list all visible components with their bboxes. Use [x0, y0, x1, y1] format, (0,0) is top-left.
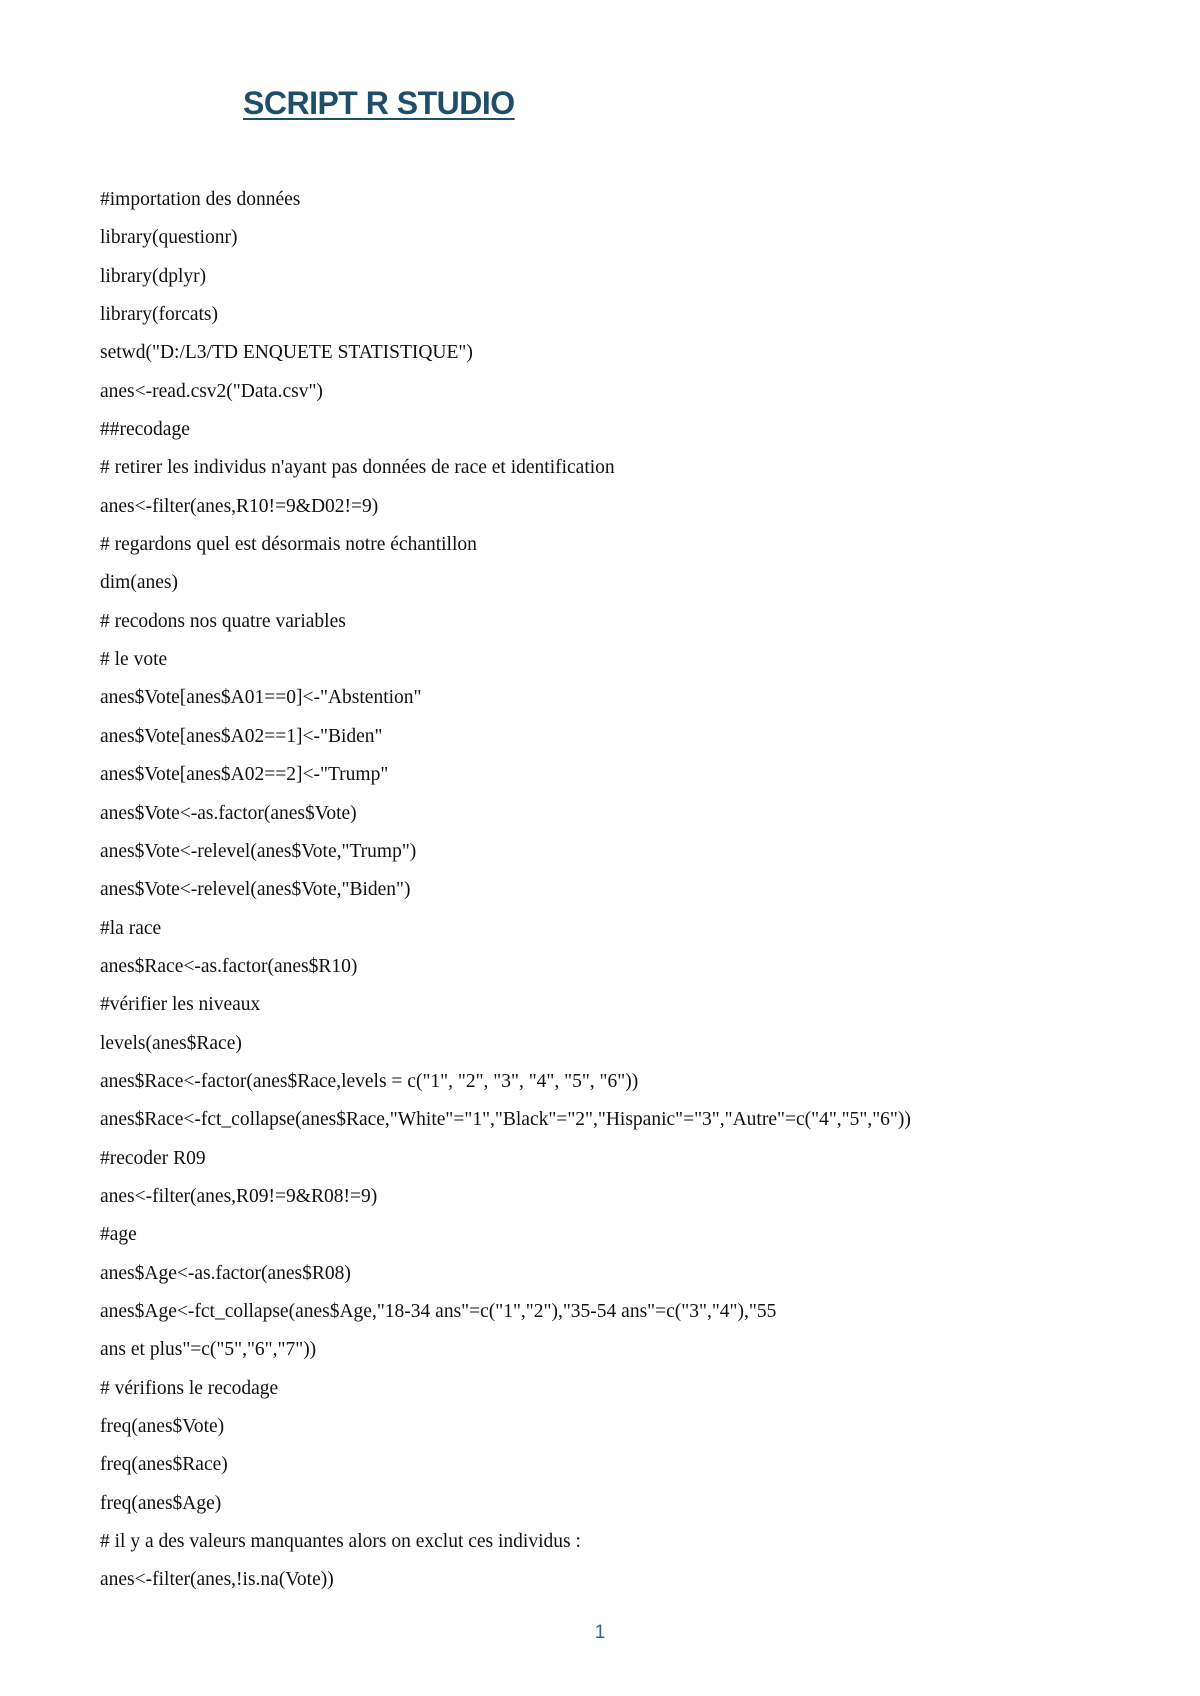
script-line: anes<-filter(anes,R09!=9&R08!=9)	[100, 1185, 378, 1207]
script-line: anes<-read.csv2("Data.csv")	[100, 380, 323, 402]
script-line: setwd("D:/L3/TD ENQUETE STATISTIQUE")	[100, 342, 473, 364]
script-line: anes$Vote<-relevel(anes$Vote,"Trump")	[100, 840, 417, 862]
script-line: # le vote	[100, 649, 168, 671]
script-line: anes$Race<-fct_collapse(anes$Race,"White"="1","Black"="2","Hispanic"="3","Autre"=c("4","5","6"))	[100, 1109, 911, 1131]
script-line: dim(anes)	[100, 572, 178, 594]
script-line: #vérifier les niveaux	[100, 994, 261, 1016]
page-title: SCRIPT R STUDIO	[243, 85, 515, 121]
script-line: library(questionr)	[100, 227, 238, 249]
script-line: freq(anes$Race)	[100, 1454, 228, 1476]
script-line: anes$Vote[anes$A02==2]<-"Trump"	[100, 764, 389, 786]
script-line: anes$Race<-as.factor(anes$R10)	[100, 955, 358, 977]
script-line: anes$Vote[anes$A02==1]<-"Biden"	[100, 725, 383, 747]
script-line: # retirer les individus n'ayant pas données de race et identification	[100, 457, 615, 479]
script-line: freq(anes$Vote)	[100, 1416, 225, 1437]
script-line: #importation des données	[100, 189, 301, 210]
script-line: anes$Age<-as.factor(anes$R08)	[100, 1262, 351, 1284]
script-body	[100, 181, 911, 1600]
script-line: # vérifions le recodage	[100, 1377, 279, 1399]
script-line: # il y a des valeurs manquantes alors on exclut ces individus :	[100, 1531, 581, 1553]
script-line: ans et plus"=c("5","6","7"))	[100, 1339, 317, 1361]
page-number: 1	[594, 1622, 606, 1643]
script-line: levels(anes$Race)	[100, 1032, 242, 1054]
script-line: library(forcats)	[100, 304, 219, 326]
script-line: # regardons quel est désormais notre échantillon	[100, 534, 477, 556]
script-line: #recoder R09	[100, 1147, 206, 1169]
script-line: library(dplyr)	[100, 265, 207, 287]
script-line: anes$Vote<-as.factor(anes$Vote)	[100, 802, 357, 824]
script-line: #age	[100, 1224, 137, 1246]
script-line: ##recodage	[100, 419, 190, 441]
script-line: anes$Vote[anes$A01==0]<-"Abstention"	[100, 687, 422, 709]
script-line: anes$Vote<-relevel(anes$Vote,"Biden")	[100, 879, 411, 901]
script-line: #la race	[100, 917, 162, 939]
script-line: freq(anes$Age)	[100, 1492, 222, 1514]
script-line: anes$Race<-factor(anes$Race,levels = c("1", "2", "3", "4", "5", "6"))	[100, 1070, 639, 1092]
script-line: # recodons nos quatre variables	[100, 610, 346, 632]
script-line: anes$Age<-fct_collapse(anes$Age,"18-34 ans"=c("1","2"),"35-54 ans"=c("3","4"),"55	[100, 1300, 777, 1322]
script-line: anes<-filter(anes,!is.na(Vote))	[100, 1569, 334, 1591]
script-line: anes<-filter(anes,R10!=9&D02!=9)	[100, 495, 379, 517]
